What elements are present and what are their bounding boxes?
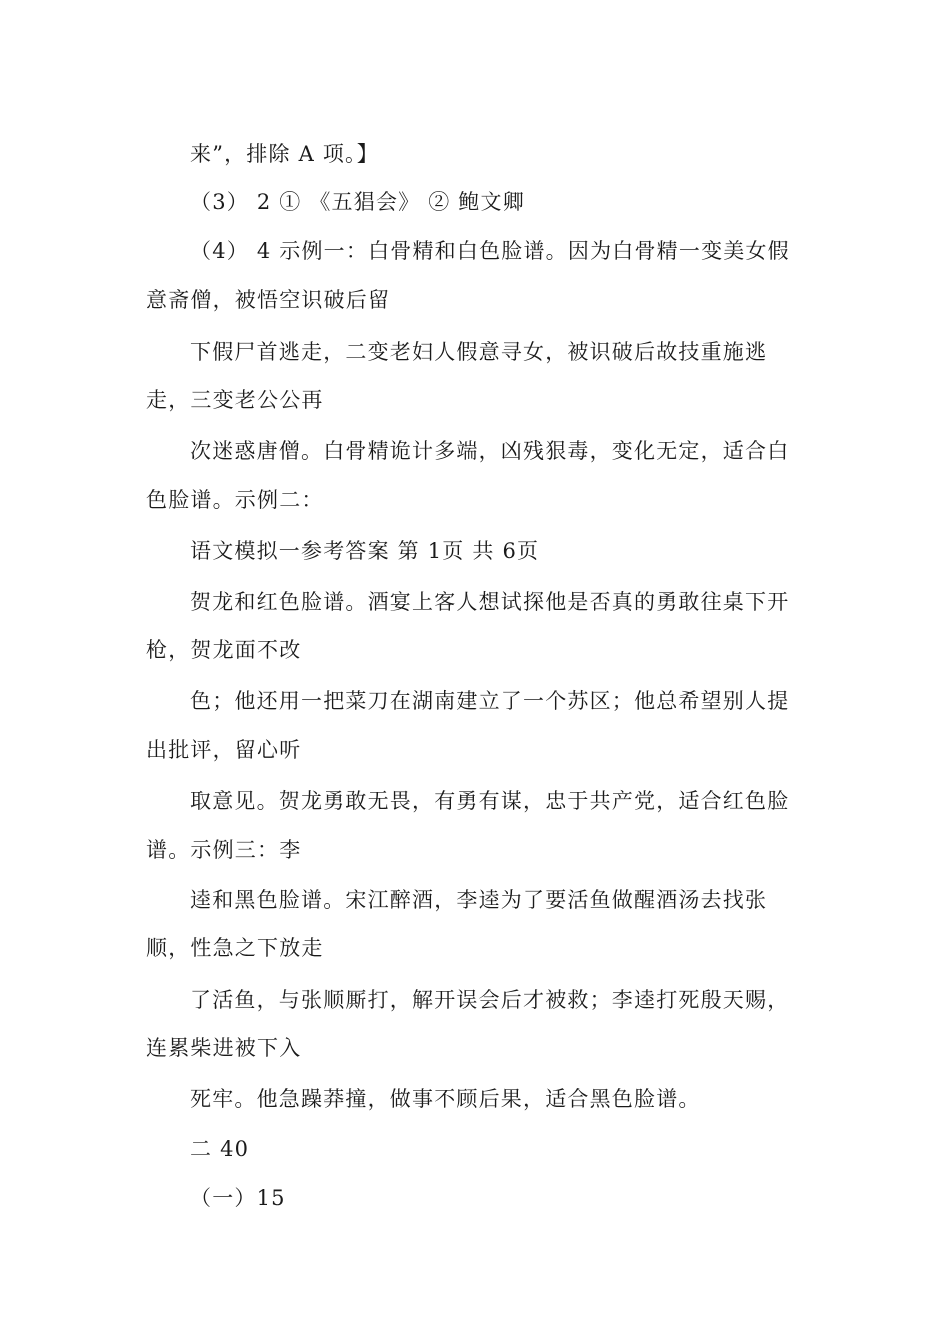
text-line: 取意见。贺龙勇敢无畏，有勇有谋，忠于共产党，适合红色脸: [190, 789, 790, 813]
text-line: 色脸谱。示例二：: [146, 488, 324, 512]
text-line: 贺龙和红色脸谱。酒宴上客人想试探他是否真的勇敢往桌下开: [190, 590, 790, 614]
text-line: 枪，贺龙面不改: [146, 638, 302, 662]
text-line: 下假尸首逃走，二变老妇人假意寻女，被识破后故技重施逃: [190, 340, 768, 364]
text-line: 走，三变老公公再: [146, 388, 324, 412]
text-line: 了活鱼，与张顺厮打，解开误会后才被救；李逵打死殷天赐，: [190, 988, 790, 1012]
subsection-heading: （一）15: [190, 1186, 286, 1210]
text-line: 顺，性急之下放走: [146, 936, 324, 960]
text-line: 色；他还用一把菜刀在湖南建立了一个苏区；他总希望别人提: [190, 689, 790, 713]
text-line: （4） 4 示例一：白骨精和白色脸谱。因为白骨精一变美女假: [190, 239, 790, 263]
text-line: 次迷惑唐僧。白骨精诡计多端，凶残狠毒，变化无定，适合白: [190, 439, 790, 463]
text-line: 出批评，留心听: [146, 738, 302, 762]
text-line: 来”，排除 A 项。】: [190, 142, 379, 166]
section-heading: 二 40: [190, 1137, 250, 1161]
text-line: （3） 2 ① 《五猖会》 ② 鲍文卿: [190, 190, 525, 214]
text-line: 死牢。他急躁莽撞，做事不顾后果，适合黑色脸谱。: [190, 1087, 701, 1111]
text-line: 谱。示例三：李: [146, 838, 302, 862]
text-line: 意斋僧，被悟空识破后留: [146, 288, 391, 312]
text-line: 连累柴进被下入: [146, 1036, 302, 1060]
text-line: 逵和黑色脸谱。宋江醉酒，李逵为了要活鱼做醒酒汤去找张: [190, 888, 768, 912]
page-footer-text: 语文模拟一参考答案 第 1页 共 6页: [190, 539, 540, 563]
